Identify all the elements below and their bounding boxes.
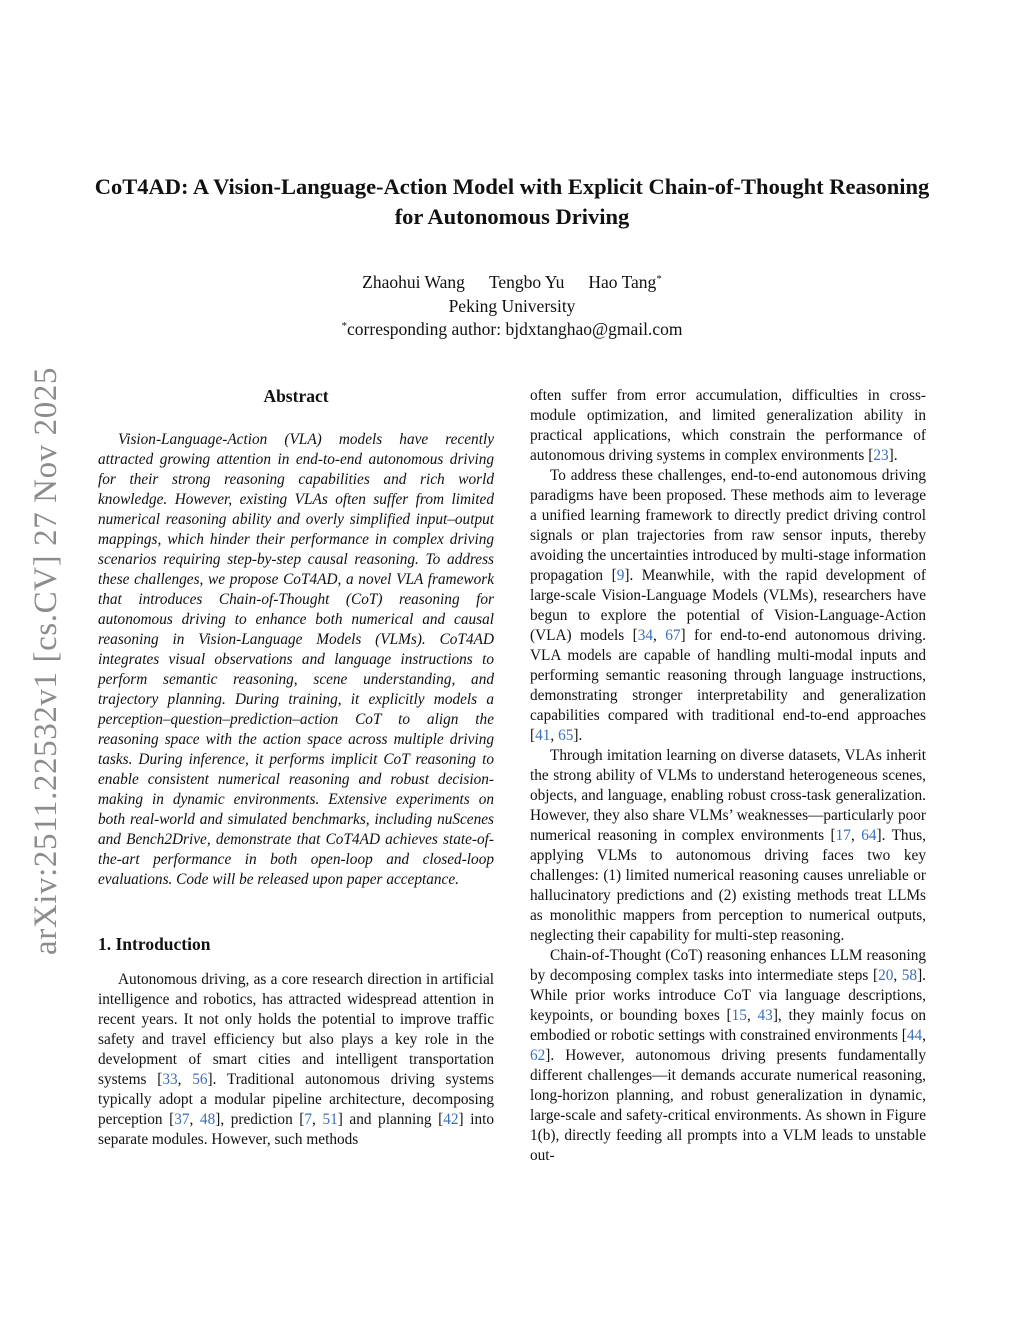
citation-link[interactable]: 44: [906, 1027, 923, 1044]
citation-link[interactable]: 34: [637, 627, 653, 644]
citation-link[interactable]: 43: [757, 1007, 773, 1024]
author-name: Hao Tang*: [588, 272, 662, 292]
citation-link[interactable]: 15: [731, 1007, 747, 1024]
corresponding-mark: *: [656, 273, 662, 285]
citation-link[interactable]: 41: [535, 727, 551, 744]
abstract-heading: Abstract: [263, 386, 329, 406]
arxiv-identifier: arXiv:2511.22532v1 [cs.CV] 27 Nov 2025: [28, 366, 64, 955]
citation-link[interactable]: 20: [878, 967, 894, 984]
corresponding-mark: *: [341, 320, 348, 332]
author-name: Zhaohui Wang: [362, 272, 465, 292]
citation-link[interactable]: 64: [861, 827, 877, 844]
citation-link[interactable]: 62: [530, 1047, 546, 1064]
corresponding-author: *corresponding author: bjdxtanghao@gmail.com: [341, 319, 683, 339]
right-column: [530, 386, 926, 1166]
author-name: Tengbo Yu: [488, 272, 565, 292]
citation-link[interactable]: 7: [304, 1111, 313, 1128]
section-heading: 1. Introduction: [98, 934, 211, 954]
citation-link[interactable]: 58: [901, 967, 918, 984]
intro-paragraph: Chain-of-Thought (CoT) reasoning enhances LLM reasoning by decomposing complex tasks into intermediate steps [20, 58]. While prior works introduce CoT via language descriptions, keypoints, or bounding boxes [15, 43], they mainly focus on embodied or robotic settings with constrained environments [44, 62]. However, autonomous driving presents fundamentally different challenges—it demands accurate numerical reasoning, long-horizon planning, and robust generalization in dynamic, large-scale and safety-critical environments. As shown in Figure 1(b), directly feeding all prompts into a VLM leads to unstable out-: [530, 947, 926, 1164]
citation-link[interactable]: 56: [192, 1071, 208, 1088]
author-list: [90, 270, 934, 294]
citation-link[interactable]: 33: [162, 1071, 178, 1088]
affiliation: Peking University: [448, 296, 576, 316]
citation-link[interactable]: 37: [174, 1111, 190, 1128]
citation-link[interactable]: 42: [443, 1111, 459, 1128]
left-column: [98, 384, 494, 1150]
intro-paragraph: To address these challenges, end-to-end autonomous driving paradigms have been proposed. These methods aim to leverage a unified learning framework to directly predict driving control signals or plan trajectories from raw sensor inputs, thereby avoiding the uncertainties introduced by multi-stage information propagation [9]. Meanwhile, with the rapid development of large-scale Vision-Language Models (VLMs), researchers have begun to explore the potential of Vision-Language-Action (VLA) models [34, 67] for end-to-end autonomous driving. VLA models are capable of handling multi-modal inputs and performing semantic reasoning through language instructions, demonstrating stronger interpretability and generalization capabilities compared with traditional end-to-end approaches [41, 65].: [530, 467, 926, 744]
citation-link[interactable]: 48: [199, 1111, 216, 1128]
intro-paragraph-continued: often suffer from error accumulation, difficulties in cross-module optimization, and limited generalization ability in practical applications, which constrain the performance of autonomous driving systems in complex environments [23].: [530, 387, 926, 464]
citation-link[interactable]: 65: [558, 727, 574, 744]
citation-link[interactable]: 51: [322, 1111, 338, 1128]
intro-paragraph: Through imitation learning on diverse datasets, VLAs inherit the strong ability of VLMs to understand heterogeneous scenes, objects, and language, enabling robust cross-task generalization. However, they also share VLMs’ weaknesses—particularly poor numerical reasoning in complex environments [17, 64]. Thus, applying VLMs to autonomous driving faces two key challenges: (1) limited numerical reasoning causes unreliable or hallucinatory predictions and (2) existing methods treat LLMs as monolithic mappers from perception to numerical outputs, neglecting their capability for multi-step reasoning.: [530, 747, 926, 944]
paper-title: CoT4AD: A Vision-Language-Action Model with Explicit Chain-of-Thought Reasoning for Autonomous Driving: [94, 174, 930, 229]
citation-link[interactable]: 23: [873, 447, 889, 464]
citation-link[interactable]: 9: [616, 567, 625, 584]
intro-paragraph: Autonomous driving, as a core research direction in artificial intelligence and robotics, has attracted widespread attention in recent years. It not only holds the potential to improve traffic safety and travel efficiency but also plays a key role in the development of smart cities and intelligent transportation systems [33, 56]. Traditional autonomous driving systems typically adopt a modular pipeline architecture, decomposing perception [37, 48], prediction [7, 51] and planning [42] into separate modules. However, such methods: [98, 971, 495, 1148]
abstract-text: Vision-Language-Action (VLA) models have recently attracted growing attention in end-to-end autonomous driving for their strong reasoning capabilities and rich world knowledge. However, existing VLAs often suffer from limited numerical reasoning ability and overly simplified input–output mappings, which hinder their performance in complex driving scenarios requiring step-by-step causal reasoning. To address these challenges, we propose CoT4AD, a novel VLA framework that introduces Chain-of-Thought (CoT) reasoning for autonomous driving to enhance both numerical and causal reasoning in Vision-Language Models (VLMs). CoT4AD integrates visual observations and language instructions to perform semantic reasoning, scene understanding, and trajectory planning. During training, it explicitly models a perception–question–prediction–action CoT to align the reasoning space with the action space across multiple driving tasks. During inference, it performs implicit CoT reasoning to enable consistent numerical reasoning and robust decision-making in dynamic environments. Extensive experiments on both real-world and simulated benchmarks, including nuScenes and Bench2Drive, demonstrate that CoT4AD achieves state-of-the-art performance in both open-loop and closed-loop evaluations. Code will be released upon paper acceptance.: [98, 431, 494, 888]
citation-link[interactable]: 67: [665, 627, 681, 644]
citation-link[interactable]: 17: [835, 827, 851, 844]
